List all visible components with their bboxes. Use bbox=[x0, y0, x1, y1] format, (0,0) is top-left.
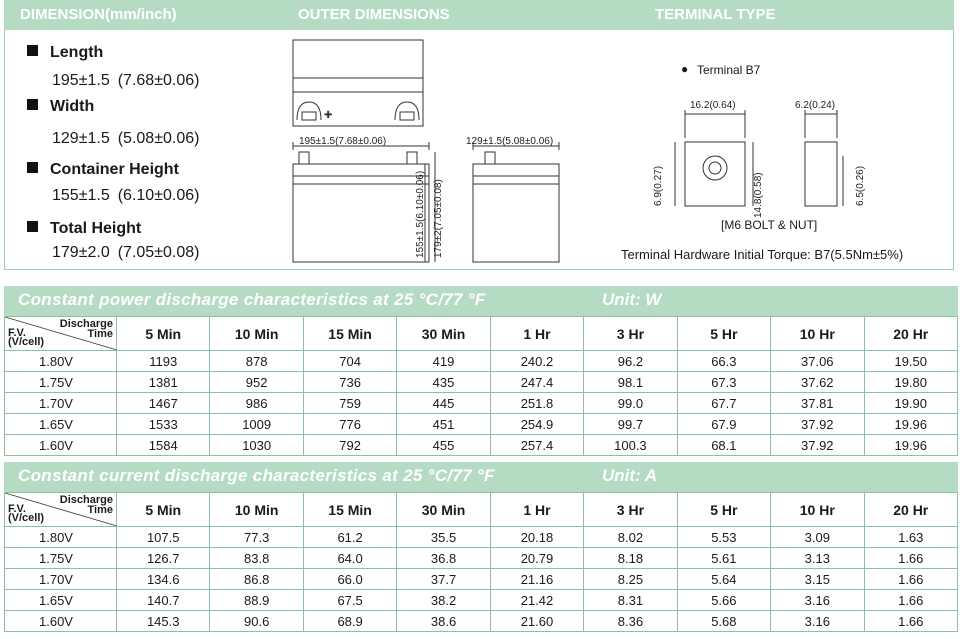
table-cell: 37.92 bbox=[771, 435, 864, 456]
table-cell: 8.18 bbox=[584, 548, 677, 569]
table-cell: 61.2 bbox=[303, 527, 396, 548]
table-cell: 140.7 bbox=[117, 590, 210, 611]
table-cell: 5.66 bbox=[677, 590, 770, 611]
dim-total-height-label: Total Height bbox=[27, 220, 141, 238]
table-cell: 704 bbox=[303, 351, 396, 372]
table-row bbox=[5, 569, 958, 590]
table-cell: 247.4 bbox=[490, 372, 583, 393]
terminal-w2-label: 6.2(0.24) bbox=[795, 100, 836, 111]
dimension-panel bbox=[4, 30, 954, 270]
column-header: 5 Min bbox=[117, 493, 210, 527]
power-table-unit: Unit: W bbox=[602, 290, 662, 309]
table-cell: 5.61 bbox=[677, 548, 770, 569]
terminal-drawing bbox=[635, 94, 895, 224]
table-cell: 67.9 bbox=[677, 414, 770, 435]
corner-fv-label: F.V. bbox=[8, 503, 26, 515]
total-height-drawing-label: 179±2(7.05±0.08) bbox=[433, 179, 444, 258]
table-row bbox=[5, 393, 958, 414]
table-cell: 878 bbox=[210, 351, 303, 372]
table-cell: 77.3 bbox=[210, 527, 303, 548]
table-cell: 100.3 bbox=[584, 435, 677, 456]
table-cell: 3.13 bbox=[771, 548, 864, 569]
table-cell: 99.7 bbox=[584, 414, 677, 435]
final-voltage-cell: 1.80V bbox=[5, 351, 117, 372]
corner-discharge-label: Discharge bbox=[59, 318, 113, 330]
table-cell: 1467 bbox=[117, 393, 210, 414]
current-title-band bbox=[4, 462, 958, 492]
dimension-header-band bbox=[4, 0, 954, 30]
current-discharge-table bbox=[4, 492, 958, 632]
outer-dimensions-header: OUTER DIMENSIONS bbox=[298, 6, 450, 23]
final-voltage-cell: 1.65V bbox=[5, 414, 117, 435]
table-cell: 67.3 bbox=[677, 372, 770, 393]
table-corner-cell bbox=[5, 317, 117, 351]
column-header: 10 Min bbox=[210, 317, 303, 351]
table-cell: 67.7 bbox=[677, 393, 770, 414]
terminal-torque: Terminal Hardware Initial Torque: B7(5.5Nm±5%) bbox=[621, 247, 904, 262]
column-header: 1 Hr bbox=[490, 317, 583, 351]
table-cell: 3.09 bbox=[771, 527, 864, 548]
table-cell: 19.96 bbox=[864, 435, 958, 456]
final-voltage-cell: 1.80V bbox=[5, 527, 117, 548]
table-cell: 3.16 bbox=[771, 590, 864, 611]
power-table-title: Constant power discharge characteristics at 25 °C/77 °F bbox=[18, 290, 486, 309]
table-cell: 952 bbox=[210, 372, 303, 393]
table-cell: 792 bbox=[303, 435, 396, 456]
table-row bbox=[5, 590, 958, 611]
column-header: 10 Min bbox=[210, 493, 303, 527]
table-cell: 38.2 bbox=[397, 590, 490, 611]
table-cell: 64.0 bbox=[303, 548, 396, 569]
terminal-bullet-icon: ● bbox=[681, 62, 689, 76]
terminal-h3-label: 6.5(0.26) bbox=[855, 165, 866, 206]
table-cell: 5.64 bbox=[677, 569, 770, 590]
dim-length-label: Length bbox=[27, 44, 103, 62]
side-width-label: 129±1.5(5.08±0.06) bbox=[466, 136, 554, 147]
table-corner-cell bbox=[5, 493, 117, 527]
column-header: 3 Hr bbox=[584, 317, 677, 351]
table-cell: 445 bbox=[397, 393, 490, 414]
table-cell: 1381 bbox=[117, 372, 210, 393]
table-cell: 86.8 bbox=[210, 569, 303, 590]
table-cell: 37.81 bbox=[771, 393, 864, 414]
dim-width-label: Width bbox=[27, 98, 94, 116]
table-cell: 19.90 bbox=[864, 393, 958, 414]
current-table-unit: Unit: A bbox=[602, 466, 658, 485]
table-row bbox=[5, 435, 958, 456]
column-header: 20 Hr bbox=[864, 317, 958, 351]
terminal-type-header: TERMINAL TYPE bbox=[655, 6, 776, 23]
table-cell: 251.8 bbox=[490, 393, 583, 414]
table-cell: 67.5 bbox=[303, 590, 396, 611]
table-cell: 36.8 bbox=[397, 548, 490, 569]
battery-top-view bbox=[293, 40, 423, 126]
corner-time-label: Time bbox=[87, 504, 113, 516]
dim-width-value: 129±1.5 (5.08±0.06) bbox=[52, 130, 200, 147]
column-header: 5 Min bbox=[117, 317, 210, 351]
column-header: 5 Hr bbox=[677, 493, 770, 527]
table-cell: 66.3 bbox=[677, 351, 770, 372]
corner-vcell-label: (V/cell) bbox=[8, 512, 45, 524]
table-cell: 736 bbox=[303, 372, 396, 393]
table-row bbox=[5, 414, 958, 435]
front-width-label: 195±1.5(7.68±0.06) bbox=[299, 136, 387, 147]
column-header: 3 Hr bbox=[584, 493, 677, 527]
table-cell: 66.0 bbox=[303, 569, 396, 590]
table-cell: 5.53 bbox=[677, 527, 770, 548]
current-table-title: Constant current discharge characteristics at 25 °C/77 °F bbox=[18, 466, 495, 485]
table-cell: 107.5 bbox=[117, 527, 210, 548]
table-cell: 759 bbox=[303, 393, 396, 414]
table-cell: 126.7 bbox=[117, 548, 210, 569]
table-cell: 986 bbox=[210, 393, 303, 414]
table-cell: 1584 bbox=[117, 435, 210, 456]
final-voltage-cell: 1.70V bbox=[5, 569, 117, 590]
table-row bbox=[5, 351, 958, 372]
outer-dimensions-drawing bbox=[285, 36, 595, 268]
table-cell: 776 bbox=[303, 414, 396, 435]
table-cell: 19.96 bbox=[864, 414, 958, 435]
dim-total-height-value: 179±2.0 (7.05±0.08) bbox=[52, 244, 200, 261]
table-cell: 68.1 bbox=[677, 435, 770, 456]
table-cell: 1193 bbox=[117, 351, 210, 372]
final-voltage-cell: 1.75V bbox=[5, 548, 117, 569]
table-cell: 3.16 bbox=[771, 611, 864, 632]
power-discharge-table bbox=[4, 316, 958, 456]
column-header: 15 Min bbox=[303, 317, 396, 351]
terminal-hardware: [M6 BOLT & NUT] bbox=[721, 218, 818, 232]
table-cell: 1.66 bbox=[864, 590, 958, 611]
table-header-row bbox=[5, 317, 958, 351]
table-cell: 8.31 bbox=[584, 590, 677, 611]
corner-vcell-label: (V/cell) bbox=[8, 336, 45, 348]
table-cell: 240.2 bbox=[490, 351, 583, 372]
final-voltage-cell: 1.60V bbox=[5, 435, 117, 456]
table-cell: 8.02 bbox=[584, 527, 677, 548]
table-cell: 435 bbox=[397, 372, 490, 393]
final-voltage-cell: 1.60V bbox=[5, 611, 117, 632]
battery-side-view bbox=[473, 142, 559, 262]
table-cell: 90.6 bbox=[210, 611, 303, 632]
table-cell: 8.36 bbox=[584, 611, 677, 632]
terminal-h2-label: 14.8(0.58) bbox=[753, 172, 764, 218]
table-cell: 134.6 bbox=[117, 569, 210, 590]
table-cell: 1030 bbox=[210, 435, 303, 456]
table-cell: 419 bbox=[397, 351, 490, 372]
table-cell: 21.42 bbox=[490, 590, 583, 611]
table-cell: 1009 bbox=[210, 414, 303, 435]
table-cell: 1533 bbox=[117, 414, 210, 435]
final-voltage-cell: 1.65V bbox=[5, 590, 117, 611]
table-cell: 19.80 bbox=[864, 372, 958, 393]
dim-length-value: 195±1.5 (7.68±0.06) bbox=[52, 72, 200, 89]
table-cell: 83.8 bbox=[210, 548, 303, 569]
column-header: 1 Hr bbox=[490, 493, 583, 527]
table-cell: 254.9 bbox=[490, 414, 583, 435]
column-header: 30 Min bbox=[397, 317, 490, 351]
corner-discharge-label: Discharge bbox=[59, 494, 113, 506]
terminal-w1-label: 16.2(0.64) bbox=[690, 100, 736, 111]
table-cell: 1.66 bbox=[864, 569, 958, 590]
table-cell: 20.79 bbox=[490, 548, 583, 569]
table-cell: 21.16 bbox=[490, 569, 583, 590]
table-cell: 145.3 bbox=[117, 611, 210, 632]
table-cell: 38.6 bbox=[397, 611, 490, 632]
table-cell: 455 bbox=[397, 435, 490, 456]
table-row bbox=[5, 372, 958, 393]
column-header: 15 Min bbox=[303, 493, 396, 527]
table-row bbox=[5, 527, 958, 548]
table-row bbox=[5, 548, 958, 569]
table-cell: 19.50 bbox=[864, 351, 958, 372]
column-header: 20 Hr bbox=[864, 493, 958, 527]
table-cell: 5.68 bbox=[677, 611, 770, 632]
table-cell: 99.0 bbox=[584, 393, 677, 414]
column-header: 10 Hr bbox=[771, 317, 864, 351]
battery-front-view bbox=[293, 142, 435, 262]
table-cell: 37.7 bbox=[397, 569, 490, 590]
column-header: 5 Hr bbox=[677, 317, 770, 351]
corner-fv-label: F.V. bbox=[8, 327, 26, 339]
table-cell: 20.18 bbox=[490, 527, 583, 548]
dimension-header: DIMENSION(mm/inch) bbox=[20, 6, 177, 23]
table-cell: 37.06 bbox=[771, 351, 864, 372]
table-cell: 451 bbox=[397, 414, 490, 435]
dim-container-height-label: Container Height bbox=[27, 161, 179, 179]
dim-container-height-value: 155±1.5 (6.10±0.06) bbox=[52, 187, 200, 204]
power-title-band bbox=[4, 286, 958, 316]
column-header: 10 Hr bbox=[771, 493, 864, 527]
table-cell: 37.92 bbox=[771, 414, 864, 435]
container-height-drawing-label: 155±1.5(6.10±0.06) bbox=[415, 170, 426, 258]
table-cell: 257.4 bbox=[490, 435, 583, 456]
table-cell: 1.63 bbox=[864, 527, 958, 548]
table-cell: 98.1 bbox=[584, 372, 677, 393]
corner-time-label: Time bbox=[87, 328, 113, 340]
terminal-name: Terminal B7 bbox=[697, 63, 761, 77]
column-header: 30 Min bbox=[397, 493, 490, 527]
svg-text:✚: ✚ bbox=[324, 110, 333, 121]
table-header-row bbox=[5, 493, 958, 527]
table-row bbox=[5, 611, 958, 632]
table-cell: 3.15 bbox=[771, 569, 864, 590]
table-cell: 68.9 bbox=[303, 611, 396, 632]
table-cell: 96.2 bbox=[584, 351, 677, 372]
terminal-h1-label: 6.9(0.27) bbox=[653, 165, 664, 206]
final-voltage-cell: 1.75V bbox=[5, 372, 117, 393]
table-cell: 88.9 bbox=[210, 590, 303, 611]
table-cell: 35.5 bbox=[397, 527, 490, 548]
table-cell: 37.62 bbox=[771, 372, 864, 393]
table-cell: 1.66 bbox=[864, 611, 958, 632]
table-cell: 21.60 bbox=[490, 611, 583, 632]
final-voltage-cell: 1.70V bbox=[5, 393, 117, 414]
table-cell: 1.66 bbox=[864, 548, 958, 569]
table-cell: 8.25 bbox=[584, 569, 677, 590]
